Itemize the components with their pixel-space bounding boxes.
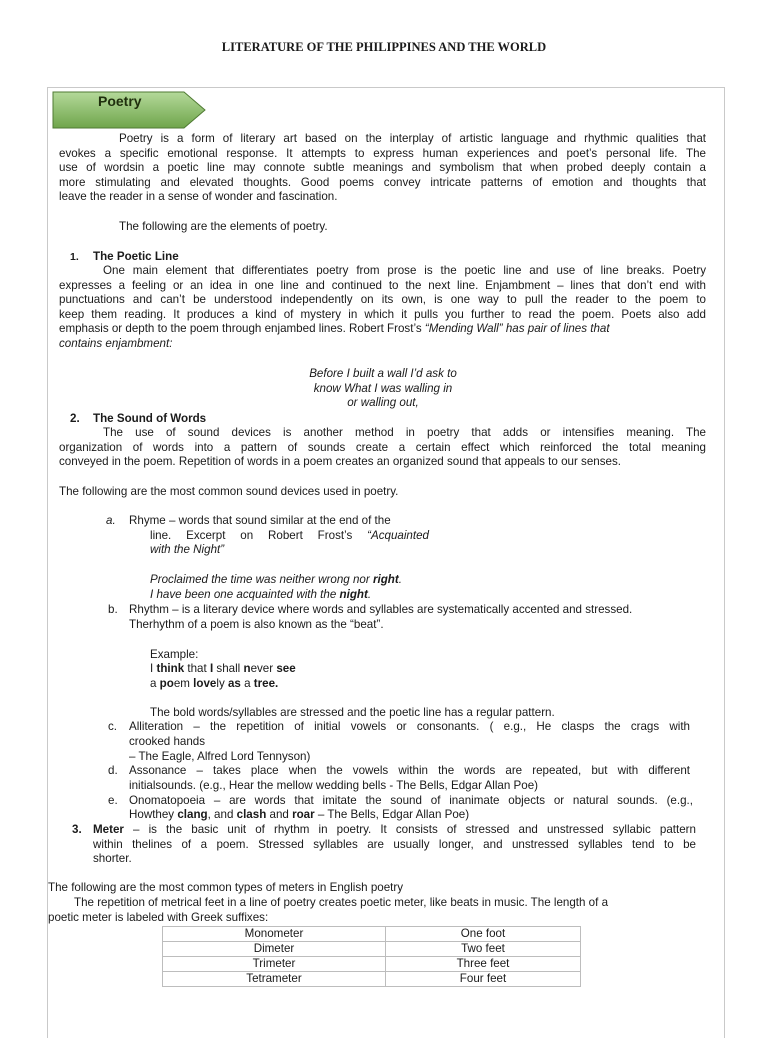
- poem-title-acquainted: “Acquainted: [367, 529, 429, 542]
- onomatopoeia-paragraph: [129, 794, 693, 809]
- stressed-syllable: I: [209, 662, 214, 675]
- table-row: [163, 927, 581, 942]
- rhyme-example-text: I have been one acquainted with the: [150, 588, 340, 601]
- element1-line: One main element that differentiates poetry from prose is the poetic line and use of line breaks. Poetry: [103, 264, 706, 277]
- element3-line: within thelines of a poem. Stressed syllables are usually longer, and unstressed syllables tend to be: [93, 837, 696, 851]
- element1-number: 1.: [70, 251, 79, 263]
- unstressed-text: I: [150, 662, 157, 675]
- stressed-syllable: see: [276, 662, 296, 675]
- table-row: [163, 942, 581, 957]
- intro-line: use of wordsin a poetic line may connote subtle meanings and symbolism that when probed deeply contain a: [59, 161, 706, 175]
- stressed-syllable: love: [193, 677, 217, 690]
- unstressed-text: that: [184, 662, 210, 675]
- element1-line-last: contains enjambment:: [59, 336, 173, 350]
- element3-title: Meter: [93, 823, 124, 836]
- unstressed-text: ever: [250, 662, 277, 675]
- alliteration-line: – The Eagle, Alfred Lord Tennyson): [129, 750, 311, 763]
- poem-line: know What I was walling in: [313, 381, 453, 395]
- element1-line: keep them reading. It produces a kind of mystery in which it pulls you further to read the poem. Poets also add: [59, 307, 706, 321]
- section-tag-label: Poetry: [98, 93, 142, 109]
- poem-title-mending-wall: “Mending Wall”: [424, 322, 503, 336]
- stressed-syllable: as: [227, 677, 241, 690]
- table-cell: Two feet: [386, 942, 581, 957]
- sound-word: roar: [292, 808, 315, 821]
- rhyme-word: night: [339, 588, 368, 601]
- unstressed-text: shall: [213, 662, 244, 675]
- rhythm-example-line-2: [150, 677, 278, 692]
- intro-paragraph: [59, 132, 706, 205]
- rhyme-word: right: [372, 573, 399, 586]
- assonance-letter: d.: [108, 764, 118, 777]
- rhythm-line: Therhythm of a poem is also known as the “beat”.: [129, 618, 384, 631]
- table-cell: Tetrameter: [163, 972, 386, 987]
- alliteration-letter: c.: [108, 720, 118, 733]
- meters-intro: The following are the most common types of meters in English poetry: [48, 881, 404, 894]
- onomatopoeia-line: [129, 808, 469, 823]
- table-cell: Four feet: [386, 972, 581, 987]
- poem-line: or walling out,: [347, 396, 419, 410]
- alliteration-paragraph: [129, 720, 690, 735]
- element3-line-text: – is the basic unit of rhythm in poetry. It consists of stressed and unstressed syllabic pattern: [123, 823, 696, 836]
- rhyme-line: [150, 529, 429, 544]
- element1-line: punctuations and can’t be understood independently on its own, is one way to pull the reader to the poem to: [59, 293, 706, 307]
- rhyme-example-line: [150, 588, 371, 603]
- onomatopoeia-text: , and: [207, 808, 237, 821]
- rhythm-note: The bold words/syllables are stressed and the poetic line has a regular pattern.: [150, 706, 555, 719]
- sound-word: clang: [177, 808, 208, 821]
- assonance-line: initialsounds. (e.g., Hear the mellow wedding bells - The Bells, Edgar Allan Poe): [129, 779, 539, 792]
- sound-word: clash: [236, 808, 267, 821]
- onomatopoeia-line: Onomatopoeia – are words that imitate the sound of inanimate objects or natural sounds. (e.g.,: [129, 794, 693, 807]
- onomatopoeia-text: Howthey: [129, 808, 178, 821]
- table-cell: One foot: [386, 927, 581, 942]
- onomatopoeia-letter: e.: [108, 794, 118, 807]
- table-row: [163, 957, 581, 972]
- rhyme-line: Rhyme – words that sound similar at the end of the: [129, 514, 391, 527]
- table-cell: Three feet: [386, 957, 581, 972]
- element2-line: organization of words into a pattern of sounds create a certain effect which reinforced the total meaning: [59, 440, 706, 454]
- stressed-syllable: n: [243, 662, 251, 675]
- alliteration-line: Alliteration – the repetition of initial vowels or consonants. ( e.g., He clasps the crags with: [129, 720, 690, 733]
- elements-intro: The following are the elements of poetry.: [119, 220, 328, 233]
- rhythm-line: Rhythm – is a literary device where words and syllables are systematically accented and stressed.: [129, 603, 633, 616]
- rhyme-example-text: .: [398, 573, 402, 586]
- poem-excerpt: [283, 367, 483, 411]
- rhyme-line-text: line. Excerpt on Robert Frost’s: [150, 529, 353, 542]
- table-cell: Dimeter: [163, 942, 386, 957]
- rhythm-example-line-1: [150, 662, 296, 677]
- poem-line: Before I built a wall I’d ask to: [309, 367, 457, 380]
- element1-title: The Poetic Line: [93, 250, 179, 263]
- table-row: [163, 972, 581, 987]
- page-header: LITERATURE OF THE PHILIPPINES AND THE WORLD: [221, 40, 547, 54]
- unstressed-text: em: [173, 677, 194, 690]
- element3-paragraph: [93, 823, 696, 867]
- stressed-syllable: tree: [253, 677, 276, 690]
- onomatopoeia-text: – The Bells, Edgar Allan Poe): [314, 808, 470, 821]
- table-cell: Trimeter: [163, 957, 386, 972]
- element1-line-text: emphasis or depth to the poem through enjambed lines. Robert Frost’s: [59, 322, 422, 336]
- intro-line: more stimulating and elevated thoughts. Good poems convey intricate patterns of emotion and thoughts that: [59, 175, 706, 189]
- intro-line: leave the reader in a sense of wonder and fascination.: [59, 190, 338, 204]
- alliteration-line: crooked hands: [129, 735, 206, 748]
- assonance-paragraph: [129, 764, 690, 779]
- meters-line: The repetition of metrical feet in a line of poetry creates poetic meter, like beats in music. The length of a: [74, 896, 609, 909]
- example-label: Example:: [150, 648, 199, 661]
- rhythm-letter: b.: [108, 603, 118, 616]
- element3-line: shorter.: [93, 852, 132, 866]
- meters-line: poetic meter is labeled with Greek suffixes:: [48, 911, 269, 924]
- element1-paragraph: [59, 264, 706, 352]
- element2-title: The Sound of Words: [93, 412, 207, 425]
- rhyme-letter: a.: [106, 514, 116, 527]
- stressed-syllable: .: [275, 677, 279, 690]
- element1-line: expresses a feeling or an idea in one line and continued to the next line. Enjambment – lines that don’t end with: [59, 278, 706, 292]
- element1-line: [59, 337, 706, 352]
- meters-table: [162, 926, 581, 987]
- element2-number: 2.: [70, 412, 80, 425]
- element1-line: [59, 322, 706, 337]
- element2-paragraph: [59, 426, 706, 470]
- intro-line: evokes a specific emotional response. It attempts to express human experiences and poet’s personal life. The: [59, 146, 706, 160]
- assonance-line: Assonance – takes place when the vowels within the words are repeated, but with different: [129, 764, 690, 777]
- element1-line-end: has pair of lines that: [502, 322, 610, 336]
- rhyme-example-text: .: [367, 588, 372, 601]
- intro-line: Poetry is a form of literary art based on the interplay of artistic language and rhythmic qualities that: [119, 132, 706, 145]
- element3-number: 3.: [72, 823, 82, 836]
- element2-line: The use of sound devices is another method in poetry that adds or intensifies meaning. The: [103, 426, 706, 439]
- rhyme-line: with the Night”: [150, 543, 225, 556]
- rhyme-example-text: Proclaimed the time was neither wrong nor: [150, 573, 373, 586]
- unstressed-text: ly: [216, 677, 228, 690]
- table-cell: Monometer: [163, 927, 386, 942]
- stressed-syllable: think: [156, 662, 185, 675]
- unstressed-text: a: [240, 677, 254, 690]
- unstressed-text: a: [150, 677, 160, 690]
- stressed-syllable: po: [159, 677, 174, 690]
- onomatopoeia-text: and: [266, 808, 293, 821]
- element2-line: conveyed in the poem. Repetition of words in a poem creates an organized sound that appeals to our senses.: [59, 455, 622, 469]
- rhyme-example-line: [150, 573, 402, 588]
- devices-intro: The following are the most common sound devices used in poetry.: [59, 485, 399, 498]
